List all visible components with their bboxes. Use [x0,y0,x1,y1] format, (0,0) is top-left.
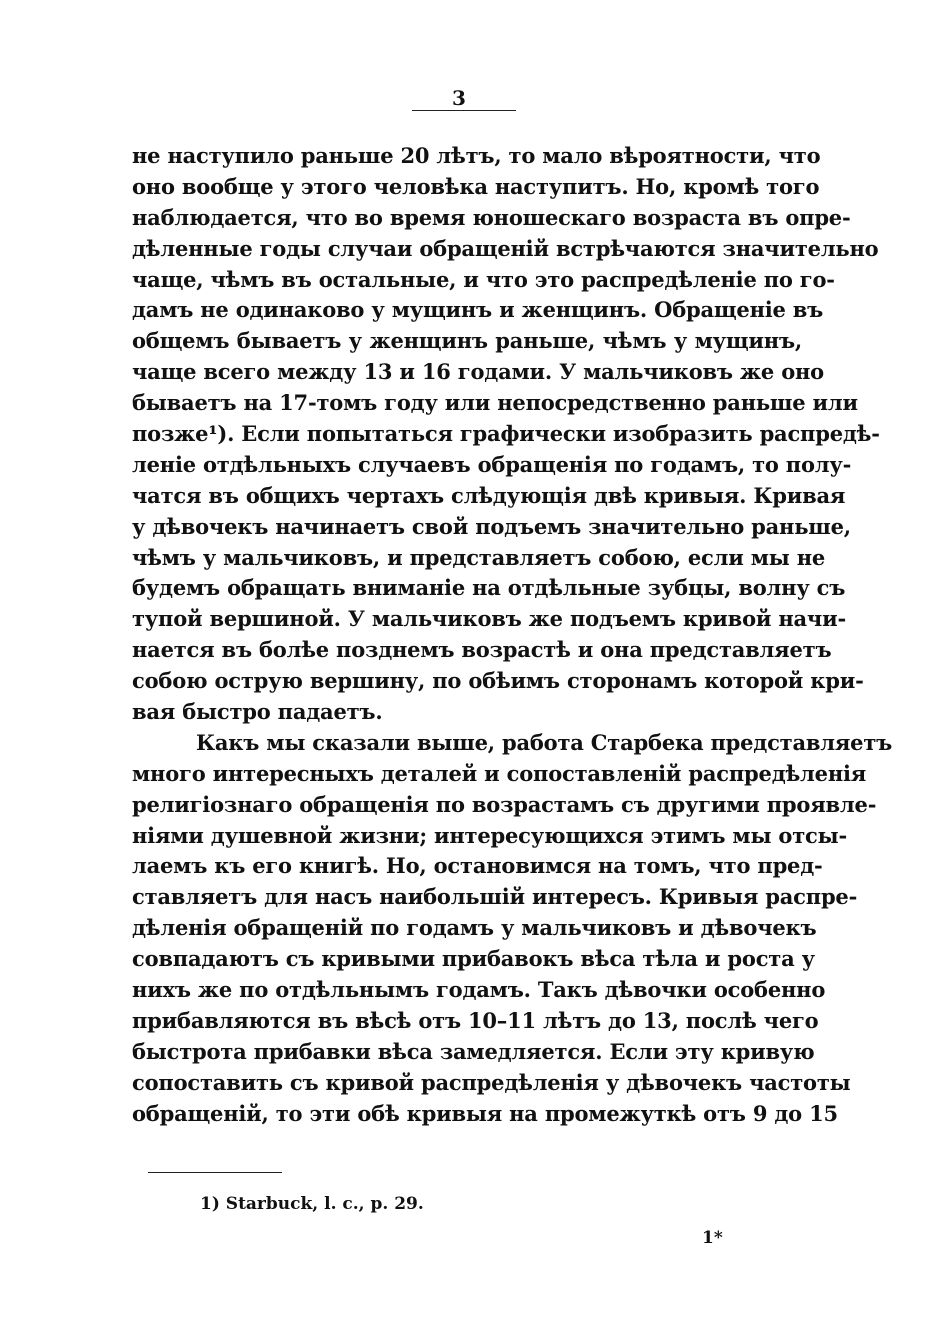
text-line: дамъ не одинаково у мущинъ и женщинъ. Обращеніе въ [132,297,824,323]
text-line: сопоставить съ кривой распредѣленія у дѣвочекъ частоты [132,1069,851,1095]
text-line: тупой вершиной. У мальчиковъ же подъемъ кривой начи- [132,606,846,632]
text-line: религіознаго обращенія по возрастамъ съ другими проявле- [132,791,877,817]
text-line: дѣленные годы случаи обращеній встрѣчаются значительно [132,235,879,261]
text-line: ставляетъ для насъ наибольшій интересъ. Кривыя распре- [132,884,858,910]
text-line: у дѣвочекъ начинаетъ свой подъемъ значительно раньше, [132,513,851,539]
text-line: оно вообще у этого человѣка наступитъ. Но, кромѣ того [132,173,820,199]
text-line: собою острую вершину, по обѣимъ сторонамъ которой кри- [132,668,864,694]
text-line: позже¹). Если попытаться графически изобразить распредѣ- [132,421,880,447]
text-line: Какъ мы сказали выше, работа Старбека представляетъ [196,729,893,755]
paragraph-1 [132,141,880,728]
text-line: прибавляются въ вѣсѣ отъ 10–11 лѣтъ до 13, послѣ чего [132,1007,819,1033]
text-line: чѣмъ у мальчиковъ, и представляетъ собою, если мы не [132,544,826,570]
text-line: быстрота прибавки вѣса замедляется. Если эту кривую [132,1038,815,1064]
text-line: общемъ бываетъ у женщинъ раньше, чѣмъ у мущинъ, [132,328,802,354]
header-rule [412,110,516,111]
text-line: ніями душевной жизни; интересующихся этимъ мы отсы- [132,822,847,848]
paragraph-2 [132,728,893,1130]
text-line: много интересныхъ деталей и сопоставленій распредѣленія [132,760,867,786]
text-line: лаемъ къ его книгѣ. Но, остановимся на томъ, что пред- [132,853,823,879]
text-line: будемъ обращать вниманіе на отдѣльные зубцы, волну съ [132,575,846,601]
text-line: дѣленія обращеній по годамъ у мальчиковъ и дѣвочекъ [132,915,817,941]
signature-mark: 1* [702,1228,723,1248]
text-line: нихъ же по отдѣльнымъ годамъ. Такъ дѣвочки особенно [132,977,826,1003]
text-line: наблюдается, что во время юношескаго возраста въ опре- [132,204,851,230]
text-line: вая быстро падаетъ. [132,699,383,725]
text-line: чаще всего между 13 и 16 годами. У мальчиковъ же оно [132,359,824,385]
text-line: леніе отдѣльныхъ случаевъ обращенія по годамъ, то полу- [132,451,852,477]
footnote-rule [148,1172,282,1173]
text-line: совпадаютъ съ кривыми прибавокъ вѣса тѣла и роста у [132,946,815,972]
body-text [132,141,893,1130]
text-line: чатся въ общихъ чертахъ слѣдующія двѣ кривыя. Кривая [132,482,846,508]
text-line: нается въ болѣе позднемъ возрастѣ и она представляетъ [132,637,832,663]
footnote: 1) Starbuck, l. c., p. 29. [200,1194,424,1214]
text-line: чаще, чѣмъ въ остальные, и что это распредѣленіе по го- [132,266,835,292]
page-number: 3 [452,86,466,110]
text-line: не наступило раньше 20 лѣтъ, то мало вѣроятности, что [132,143,821,168]
text-line: обращеній, то эти обѣ кривыя на промежуткѣ отъ 9 до 15 [132,1100,838,1126]
text-line: бываетъ на 17-томъ году или непосредственно раньше или [132,390,858,416]
